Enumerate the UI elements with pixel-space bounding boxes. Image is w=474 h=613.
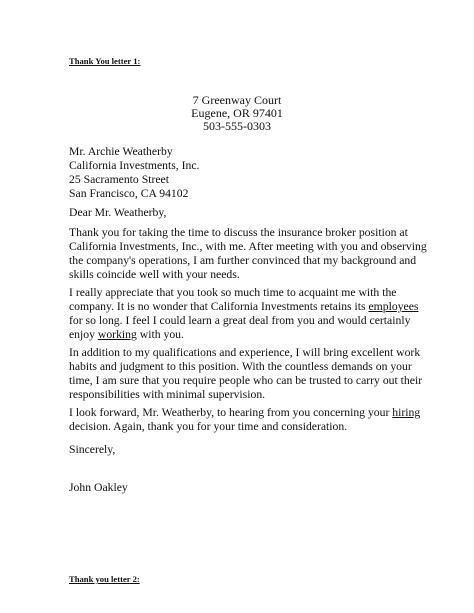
paragraph-3-line: responsibilities with minimal supervision. [69,388,266,401]
recipient-company: California Investments, Inc. [69,159,200,172]
sender-street: 7 Greenway Court [192,93,282,107]
paragraph-2-text: with you. [136,328,184,341]
paragraph-4-text: I look forward, Mr. Weatherby, to hearing from you concerning your [69,406,393,419]
recipient-street: 25 Sacramento Street [69,173,169,186]
paragraph-2-line [69,328,449,342]
paragraph-2 [69,286,449,342]
paragraph-1-line: Thank you for taking the time to discuss the insurance broker position at [69,226,408,239]
letter-1-heading: Thank You letter 1: [69,56,141,66]
recipient-city: San Francisco, CA 94102 [69,187,189,200]
sender-address [0,94,474,133]
paragraph-4-line [69,406,449,420]
paragraph-1-line: skills coincide well with your needs. [69,268,240,281]
working-link[interactable]: working [97,328,137,341]
paragraph-2-text: enjoy [69,328,98,341]
paragraph-2-line: I really appreciate that you took so much time to acquaint me with the [69,286,397,299]
paragraph-3-line: habits and judgment to this position. With the countless demands on your [69,360,412,373]
paragraph-2-text: company. It is no wonder that California Investments retains its [69,300,369,313]
paragraph-3-line: In addition to my qualifications and experience, I will bring excellent work [69,346,421,359]
letter-2-heading: Thank you letter 2: [69,574,140,584]
paragraph-3 [69,346,449,402]
paragraph-1-line: the company's operations, I am further convinced that my background and [69,254,417,267]
sender-phone: 503-555-0303 [203,119,271,133]
paragraph-4-line: decision. Again, thank you for your time and consideration. [69,420,348,433]
paragraph-1-line: California Investments, Inc., with me. After meeting with you and observing [69,240,427,253]
signature: John Oakley [69,481,128,494]
sender-city: Eugene, OR 97401 [191,106,283,120]
paragraph-3-line: time, I am sure that you require people who can be trusted to carry out their [69,374,423,387]
paragraph-1 [69,226,449,282]
paragraph-2-line [69,300,449,314]
recipient-address [69,145,449,201]
hiring-link[interactable]: hiring [392,406,421,419]
recipient-name: Mr. Archie Weatherby [69,145,173,158]
employees-link[interactable]: employees [368,300,419,313]
paragraph-2-line: for so long. I feel I could learn a great deal from you and would certainly [69,314,411,327]
closing: Sincerely, [69,443,116,456]
salutation: Dear Mr. Weatherby, [69,206,167,219]
paragraph-4 [69,406,449,434]
